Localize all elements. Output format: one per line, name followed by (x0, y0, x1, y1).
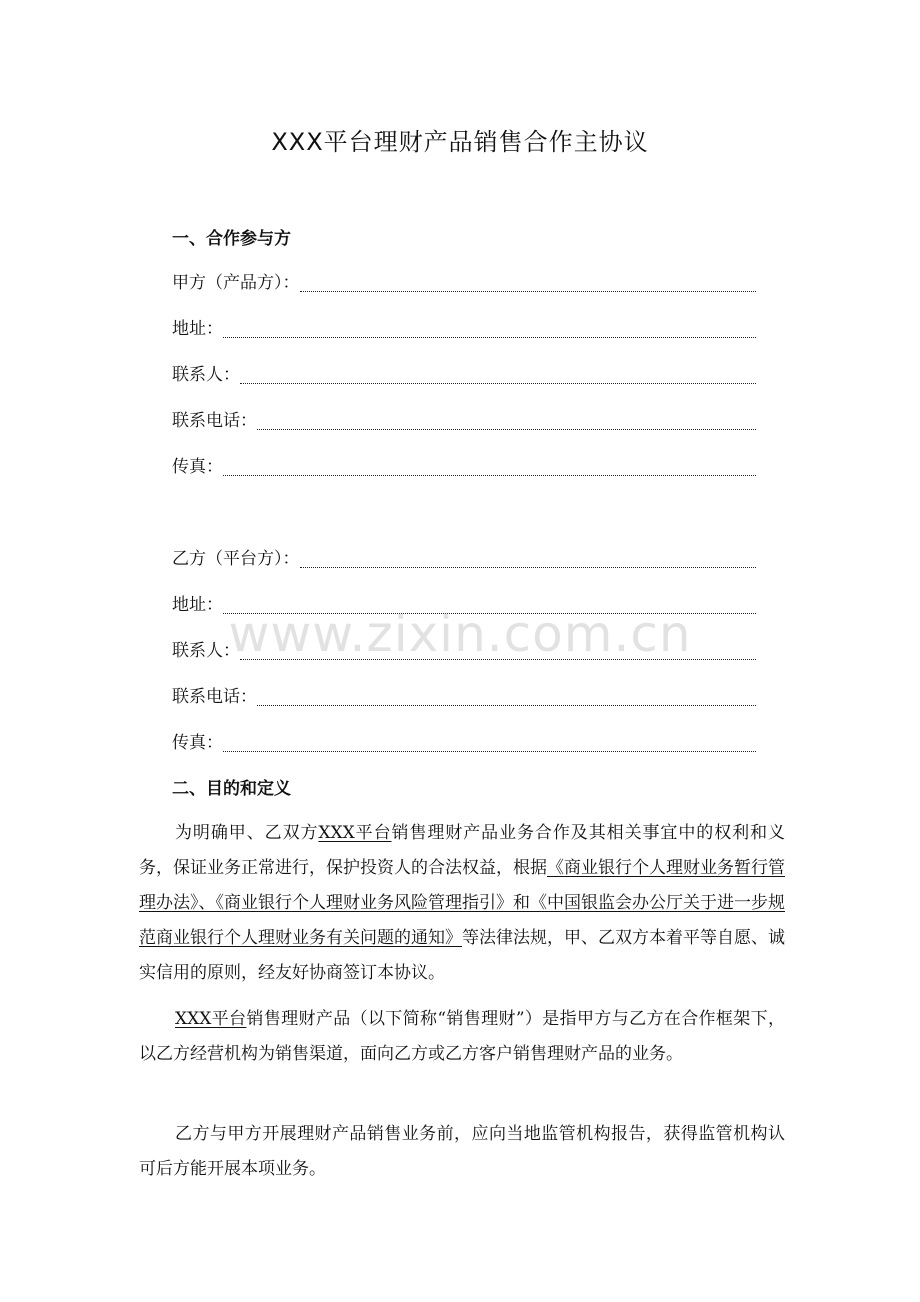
p2-platform-name: XXX平台 (175, 1009, 247, 1029)
purpose-paragraph-2 (139, 1002, 785, 1072)
purpose-paragraph-1 (139, 816, 785, 991)
party-a-address-field[interactable] (172, 314, 756, 342)
p1-text-2: 销售理财产品业务合作及其相关事宜中的权利和义务，保证业务正常进行，保护投资人的合法权益，根据 (139, 823, 785, 878)
party-a-name-line (300, 290, 757, 292)
party-a-fax-label: 传真： (172, 457, 223, 477)
section-heading-parties: 一、合作参与方 (172, 229, 291, 249)
p1-regulations: 《商业银行个人理财业务暂行管理办法》、《商业银行个人理财业务风险管理指引》和《中国银监会办公厅关于进一步规范商业银行个人理财业务有关问题的通知》 (139, 858, 785, 948)
party-b-contact-label: 联系人： (172, 641, 240, 661)
party-b-fax-field[interactable] (172, 728, 756, 756)
party-b-phone-field[interactable] (172, 682, 756, 710)
party-a-contact-field[interactable] (172, 360, 756, 388)
party-b-name-label: 乙方（平台方）： (172, 549, 300, 569)
p1-text-3: 等法律法规，甲、乙双方本着平等自愿、诚实信用的原则，经友好协商签订本协议。 (139, 928, 785, 983)
party-b-fax-label: 传真： (172, 733, 223, 753)
purpose-paragraph-3 (139, 1117, 785, 1187)
party-a-phone-label: 联系电话： (172, 411, 257, 431)
party-b-address-label: 地址： (172, 595, 223, 615)
party-b-phone-line (257, 704, 756, 706)
party-b-phone-label: 联系电话： (172, 687, 257, 707)
section-heading-purpose: 二、目的和定义 (172, 779, 291, 799)
party-a-fax-line (223, 474, 756, 476)
p2-text-1: 销售理财产品（以下简称“销售理财”）是指甲方与乙方在合作框架下，以乙方经营机构为销售渠道，面向乙方或乙方客户销售理财产品的业务。 (139, 1009, 785, 1064)
p1-text-1: 为明确甲、乙双方 (175, 823, 319, 843)
party-b-address-line (223, 612, 756, 614)
party-a-phone-line (257, 428, 756, 430)
party-a-fax-field[interactable] (172, 452, 756, 480)
party-b-contact-field[interactable] (172, 636, 756, 664)
party-b-name-line (300, 566, 757, 568)
party-a-address-line (223, 336, 756, 338)
party-a-contact-label: 联系人： (172, 365, 240, 385)
p1-platform-name: XXX平台 (318, 823, 392, 843)
party-a-phone-field[interactable] (172, 406, 756, 434)
p3-text-1: 乙方与甲方开展理财产品销售业务前，应向当地监管机构报告，获得监管机构认可后方能开展本项业务。 (139, 1124, 785, 1179)
party-b-address-field[interactable] (172, 590, 756, 618)
party-b-fax-line (223, 750, 756, 752)
party-a-contact-line (240, 382, 756, 384)
party-b-name-field[interactable] (172, 544, 756, 572)
party-a-name-field[interactable] (172, 268, 756, 296)
party-a-address-label: 地址： (172, 319, 223, 339)
party-a-name-label: 甲方（产品方）： (172, 273, 300, 293)
watermark-text: www.zixin.com.cn (228, 605, 692, 663)
document-title: XXX平台理财产品销售合作主协议 (271, 128, 649, 156)
party-b-contact-line (240, 658, 756, 660)
